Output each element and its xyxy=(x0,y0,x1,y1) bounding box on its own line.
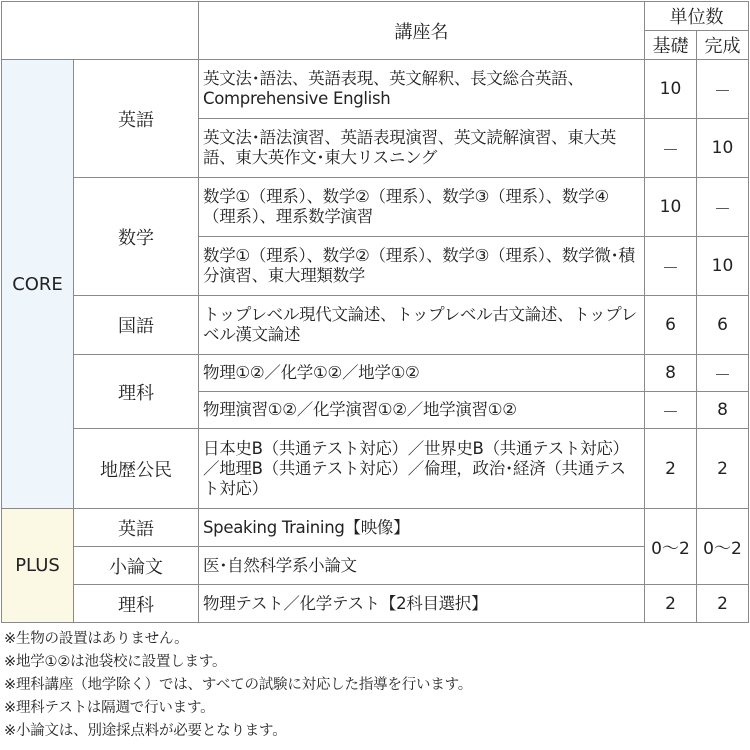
course-cell: Speaking Training【映像】 xyxy=(199,509,645,547)
basic-units-cell: 0～2 xyxy=(645,509,697,585)
group-core: CORE xyxy=(2,60,74,509)
subject-cell: 国語 xyxy=(74,296,199,355)
subject-cell: 理科 xyxy=(74,585,199,623)
header-units: 単位数 xyxy=(645,2,749,31)
course-cell: トップレベル現代文論述、トップレベル古文論述、トップレベル漢文論述 xyxy=(199,296,645,355)
course-cell: 物理テスト／化学テスト【2科目選択】 xyxy=(199,585,645,623)
course-table xyxy=(1,1,749,623)
course-cell: 物理①②／化学①②／地学①② xyxy=(199,355,645,392)
complete-units-cell: 2 xyxy=(697,429,749,509)
course-cell: 英文法･語法演習、英語表現演習、英文読解演習、東大英語、東大英作文･東大リスニング xyxy=(199,119,645,178)
note-item: ※理科テストは隔週で行います。 xyxy=(4,700,215,716)
header-blank xyxy=(2,2,199,60)
subject-cell: 地歴公民 xyxy=(74,429,199,509)
basic-units-cell: 10 xyxy=(645,60,697,119)
subject-cell: 数学 xyxy=(74,178,199,296)
complete-units-cell: 10 xyxy=(697,237,749,296)
note-item: ※地学①②は池袋校に設置します。 xyxy=(4,654,227,670)
complete-units-cell: － xyxy=(697,178,749,237)
subject-cell: 英語 xyxy=(74,60,199,178)
notes xyxy=(4,628,472,743)
basic-units-cell: 10 xyxy=(645,178,697,237)
complete-units-cell: － xyxy=(697,355,749,392)
course-cell: 数学①（理系）、数学②（理系）、数学③（理系）、数学④（理系）、理系数学演習 xyxy=(199,178,645,237)
course-cell: 医･自然科学系小論文 xyxy=(199,547,645,585)
complete-units-cell: 8 xyxy=(697,392,749,429)
complete-units-cell: 6 xyxy=(697,296,749,355)
basic-units-cell: 6 xyxy=(645,296,697,355)
complete-units-cell: 10 xyxy=(697,119,749,178)
subject-cell: 英語 xyxy=(74,509,199,547)
course-cell: 数学①（理系）、数学②（理系）、数学③（理系）、数学微･積分演習、東大理類数学 xyxy=(199,237,645,296)
complete-units-cell: 2 xyxy=(697,585,749,623)
complete-units-cell: 0～2 xyxy=(697,509,749,585)
subject-cell: 小論文 xyxy=(74,547,199,585)
note-item: ※理科講座（地学除く）では、すべての試験に対応した指導を行います。 xyxy=(4,677,473,693)
note-item: ※小論文は、別途採点料が必要となります。 xyxy=(4,723,287,739)
basic-units-cell: － xyxy=(645,237,697,296)
course-cell: 日本史B（共通テスト対応）／世界史B（共通テスト対応）／地理B（共通テスト対応）／倫理，政治･経済（共通テスト対応） xyxy=(199,429,645,509)
subject-cell: 理科 xyxy=(74,355,199,429)
complete-units-cell: － xyxy=(697,60,749,119)
header-complete: 完成 xyxy=(697,31,749,60)
header-basic: 基礎 xyxy=(645,31,697,60)
basic-units-cell: － xyxy=(645,119,697,178)
course-cell: 英文法･語法、英語表現、英文解釈、長文総合英語、Comprehensive English xyxy=(199,60,645,119)
header-course-name: 講座名 xyxy=(199,2,645,60)
course-cell: 物理演習①②／化学演習①②／地学演習①② xyxy=(199,392,645,429)
basic-units-cell: 8 xyxy=(645,355,697,392)
note-item: ※生物の設置はありません。 xyxy=(4,631,189,647)
basic-units-cell: 2 xyxy=(645,585,697,623)
basic-units-cell: － xyxy=(645,392,697,429)
basic-units-cell: 2 xyxy=(645,429,697,509)
group-plus: PLUS xyxy=(2,509,74,623)
